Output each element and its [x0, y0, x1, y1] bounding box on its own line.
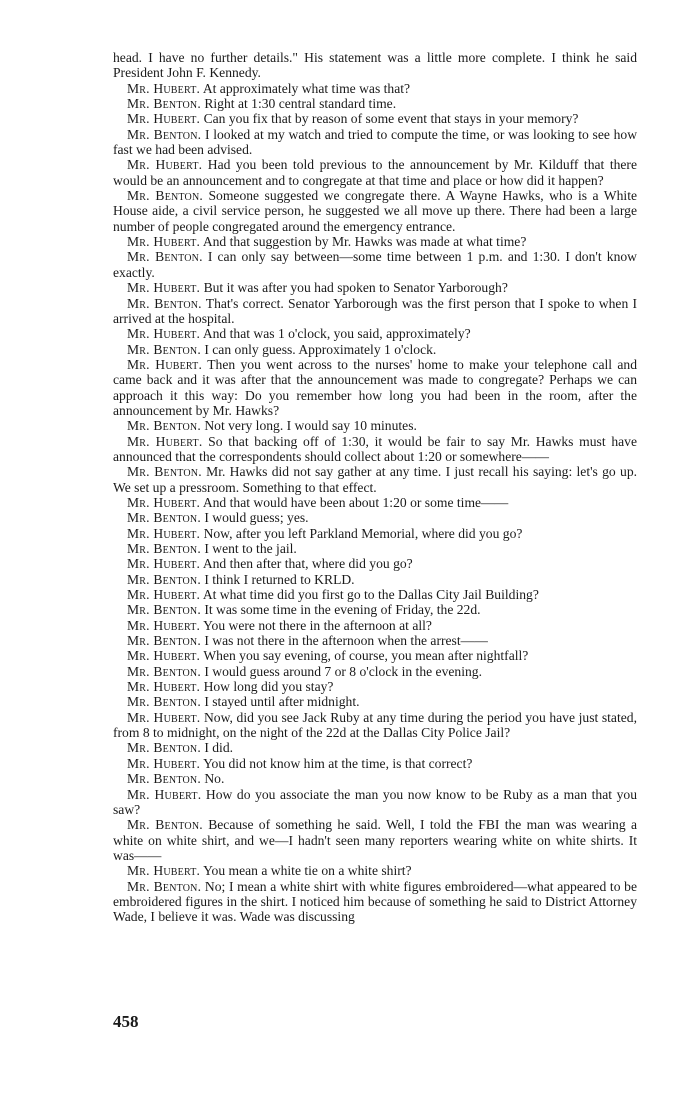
paragraph	[113, 296, 637, 327]
speaker-name: Mr. Hubert.	[127, 709, 201, 725]
speaker-name: Mr. Hubert.	[127, 80, 201, 96]
paragraph-text: I went to the jail.	[204, 541, 297, 556]
paragraph	[113, 879, 637, 925]
paragraph	[113, 96, 637, 111]
speaker-name: Mr. Benton.	[127, 633, 201, 649]
paragraph-text: At approximately what time was that?	[202, 80, 411, 96]
speaker-name: Mr. Benton.	[127, 663, 201, 679]
paragraph-text: How do you associate the man you now know to be Ruby as a man that you saw?	[113, 786, 637, 817]
paragraph-text: You did not know him at the time, is that correct?	[203, 755, 473, 771]
paragraph	[113, 357, 637, 418]
paragraph-text: So that backing off of 1:30, it would be fair to say Mr. Hawks must have announced that the correspondents should collect about 1:20 or somewhere——	[113, 433, 637, 464]
paragraph	[113, 618, 637, 633]
speaker-name: Mr. Benton.	[127, 96, 201, 112]
speaker-name: Mr. Hubert.	[127, 433, 203, 449]
paragraph	[113, 556, 637, 571]
paragraph-text: You were not there in the afternoon at all?	[203, 617, 432, 633]
paragraph-text: Mr. Hawks did not say gather at any time. I just recall his saying: let's go up. We set up a pressroom. Something to that effect.	[113, 464, 638, 495]
paragraph	[113, 464, 637, 495]
paragraph	[113, 817, 637, 863]
paragraph-text: Now, did you see Jack Ruby at any time during the period you have just stated, from 8 to midnight, on the night of the 22d at the Dallas City Police Jail?	[113, 709, 637, 741]
speaker-name: Mr. Hubert.	[127, 234, 201, 250]
speaker-name: Mr. Benton.	[127, 740, 201, 756]
paragraph-text: And then after that, where did you go?	[202, 556, 413, 572]
paragraph-text: Because of something he said. Well, I told the FBI the man was wearing a white on white shirt, and we—I hadn't seen many reporters wearing white on white shirts. It was——	[113, 817, 638, 863]
speaker-name: Mr. Benton.	[127, 418, 201, 434]
paragraph	[113, 526, 637, 541]
paragraph	[113, 280, 637, 295]
speaker-name: Mr. Benton.	[127, 771, 201, 787]
paragraph	[113, 188, 637, 234]
paragraph	[113, 756, 637, 771]
paragraph-text: I would guess; yes.	[204, 510, 309, 526]
speaker-name: Mr. Benton.	[127, 464, 202, 480]
paragraph	[113, 710, 637, 741]
speaker-name: Mr. Benton.	[127, 126, 202, 142]
paragraph-text: I was not there in the afternoon when the arrest——	[204, 633, 488, 649]
speaker-name: Mr. Hubert.	[127, 648, 201, 664]
paragraph-text: Not very long. I would say 10 minutes.	[204, 418, 417, 434]
paragraph	[113, 418, 637, 433]
paragraph-text: When you say evening, of course, you mean after nightfall?	[203, 648, 529, 664]
speaker-name: Mr. Hubert.	[127, 679, 201, 695]
paragraph-text: I stayed until after midnight.	[204, 694, 360, 710]
paragraph	[113, 510, 637, 525]
paragraph	[113, 587, 637, 602]
paragraph-text: At what time did you first go to the Dallas City Jail Building?	[202, 587, 539, 603]
speaker-name: Mr. Benton.	[127, 510, 201, 526]
paragraph	[113, 572, 637, 587]
paragraph	[113, 342, 637, 357]
paragraph	[113, 50, 637, 81]
paragraph-text: You mean a white tie on a white shirt?	[203, 863, 412, 879]
speaker-name: Mr. Hubert.	[127, 326, 201, 342]
speaker-name: Mr. Benton.	[127, 878, 202, 894]
paragraph-text: It was some time in the evening of Friday, the 22d.	[204, 602, 481, 618]
paragraph	[113, 111, 637, 126]
speaker-name: Mr. Hubert.	[127, 111, 201, 127]
page-number: 458	[113, 1012, 139, 1031]
speaker-name: Mr. Benton.	[127, 295, 202, 311]
paragraph	[113, 648, 637, 663]
paragraph	[113, 326, 637, 341]
speaker-name: Mr. Benton.	[127, 249, 203, 265]
paragraph-text: No.	[204, 771, 225, 787]
speaker-name: Mr. Benton.	[127, 341, 201, 357]
paragraph	[113, 787, 637, 818]
paragraph-text: I can only say between—some time between 1 p.m. and 1:30. I don't know exactly.	[113, 249, 637, 280]
paragraph	[113, 602, 637, 617]
paragraph-text: I would guess around 7 or 8 o'clock in the evening.	[204, 663, 482, 679]
paragraph-text: Someone suggested we congregate there. A Wayne Hawks, who is a White House aide, a civil service person, he suggested we all move up there. There had been a large number of people congregated around the emergency entrance.	[113, 188, 638, 234]
speaker-name: Mr. Hubert.	[127, 786, 202, 802]
speaker-name: Mr. Hubert.	[127, 356, 203, 372]
speaker-name: Mr. Hubert.	[127, 617, 201, 633]
paragraph-text: Now, after you left Parkland Memorial, where did you go?	[203, 525, 523, 541]
speaker-name: Mr. Hubert.	[127, 494, 201, 510]
paragraph-text: Right at 1:30 central standard time.	[204, 96, 397, 112]
paragraph	[113, 157, 637, 188]
speaker-name: Mr. Hubert.	[127, 280, 201, 296]
paragraph-text: That's correct. Senator Yarborough was the first person that I spoke to when I arrived at the hospital.	[113, 295, 638, 326]
speaker-name: Mr. Hubert.	[127, 587, 201, 603]
paragraph-text: I did.	[204, 740, 234, 756]
speaker-name: Mr. Hubert.	[127, 556, 201, 572]
speaker-name: Mr. Benton.	[127, 188, 203, 204]
paragraph-text: I looked at my watch and tried to compute the time, or was looking to see how fast we had been advised.	[113, 126, 638, 158]
speaker-name: Mr. Benton.	[127, 602, 201, 618]
paragraph	[113, 234, 637, 249]
speaker-name: Mr. Hubert.	[127, 755, 201, 771]
paragraph	[113, 81, 637, 96]
paragraph-text: No; I mean a white shirt with white figures embroidered—what appeared to be embroidered figures in the shirt. I noticed him because of something he said to District Attorney Wade, I believe it was. Wade was discussing	[113, 878, 638, 925]
speaker-name: Mr. Benton.	[127, 571, 201, 587]
paragraph-text: But it was after you had spoken to Senator Yarborough?	[203, 280, 508, 296]
testimony-text	[113, 50, 637, 925]
paragraph	[113, 740, 637, 755]
paragraph	[113, 664, 637, 679]
paragraph-text: head. I have no further details." His statement was a little more complete. I think he said President John F. Kennedy.	[113, 50, 637, 81]
paragraph	[113, 249, 637, 280]
paragraph	[113, 127, 637, 158]
paragraph-text: I think I returned to KRLD.	[204, 571, 355, 587]
paragraph-text: Then you went across to the nurses' home to make your telephone call and came back and it was after that the announcement was made to congregate? Perhaps we can approach it this way: Do you remember how long you had been in the room, after the announcement by Mr. Hawks?	[113, 356, 638, 418]
paragraph	[113, 863, 637, 878]
paragraph-text: And that would have been about 1:20 or some time——	[202, 494, 509, 510]
paragraph-text: I can only guess. Approximately 1 o'clock.	[204, 341, 437, 357]
paragraph	[113, 633, 637, 648]
speaker-name: Mr. Benton.	[127, 817, 203, 833]
paragraph-text: Can you fix that by reason of some event that stays in your memory?	[203, 111, 579, 127]
paragraph-text: And that was 1 o'clock, you said, approximately?	[202, 326, 471, 342]
speaker-name: Mr. Hubert.	[127, 525, 201, 541]
speaker-name: Mr. Hubert.	[127, 863, 201, 879]
paragraph	[113, 679, 637, 694]
speaker-name: Mr. Hubert.	[127, 157, 203, 173]
paragraph-text: And that suggestion by Mr. Hawks was made at what time?	[202, 234, 527, 250]
paragraph	[113, 434, 637, 465]
paragraph-text: How long did you stay?	[203, 679, 334, 695]
speaker-name: Mr. Benton.	[127, 541, 201, 556]
paragraph-text: Had you been told previous to the announcement by Mr. Kilduff that there would be an announcement and to congregate at that time and place or how did it happen?	[113, 157, 637, 188]
speaker-name: Mr. Benton.	[127, 694, 201, 710]
paragraph	[113, 694, 637, 709]
paragraph	[113, 541, 637, 556]
paragraph	[113, 771, 637, 786]
paragraph	[113, 495, 637, 510]
